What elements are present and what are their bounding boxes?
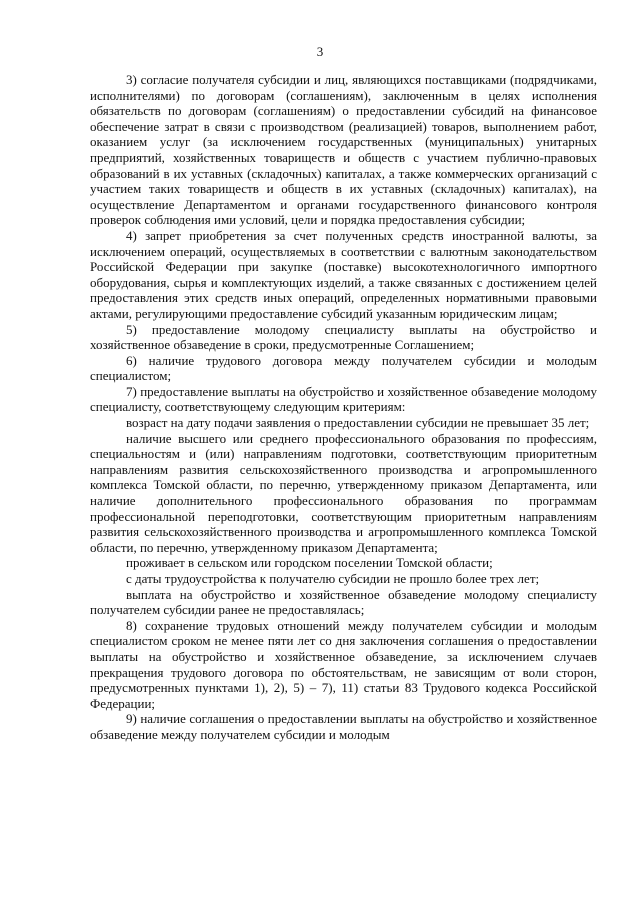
criterion-no-prior-payment: выплата на обустройство и хозяйственное обзаведение молодому специалисту получателем субсидии ранее не предоставлялась;	[90, 586, 597, 618]
paragraph-item-9: 9) наличие соглашения о предоставлении выплаты на обустройство и хозяйственное обзаведение между получателем субсидии и молодым	[90, 711, 597, 742]
paragraph-item-3: 3) согласие получателя субсидии и лиц, являющихся поставщиками (подрядчиками, исполнителями) по договорам (соглашениям), заключенным в целях исполнения обязательств по договорам (соглашениям) о предоставлении субсидий на финансовое обеспечение затрат в связи с производством (реализацией) товаров, выполнением работ, оказанием услуг (за исключением государственных (муниципальных) унитарных предприятий, хозяйственных товариществ и обществ с участием публично-правовых образований в их уставных (складочных) капиталах, а также коммерческих организаций с участием таких товариществ и обществ в их уставных (складочных) капиталах), на осуществление Департаментом и органами государственного финансового контроля проверок соблюдения ими условий, цели и порядка предоставления субсидии;	[90, 72, 597, 228]
paragraph-item-4: 4) запрет приобретения за счет полученных средств иностранной валюты, за исключением операций, осуществляемых в соответствии с валютным законодательством Российской Федерации при закупке (поставке) высокотехнологичного импортного оборудования, сырья и комплектующих изделий, а также связанных с достижением целей предоставления этих средств иных операций, определенных нормативными правовыми актами, регулирующими предоставление субсидий указанным юридическим лицам;	[90, 227, 597, 321]
paragraph-item-8: 8) сохранение трудовых отношений между получателем субсидии и молодым специалистом сроком не менее пяти лет со дня заключения соглашения о предоставлении выплаты на обустройство и хозяйственное обзаведение, за исключением случаев прекращения трудового договора по обстоятельствам, не зависящим от воли сторон, предусмотренных пунктами 1), 2), 5) – 7), 11) статьи 83 Трудового кодекса Российской Федерации;	[90, 617, 597, 711]
criterion-employment-term: с даты трудоустройства к получателю субсидии не прошло более трех лет;	[126, 571, 540, 586]
paragraph-item-5: 5) предоставление молодому специалисту выплаты на обустройство и хозяйственное обзаведение в сроки, предусмотренные Соглашением;	[90, 321, 597, 353]
criterion-age: возраст на дату подачи заявления о предоставлении субсидии не превышает 35 лет;	[126, 415, 590, 431]
document-body	[90, 72, 597, 743]
criterion-education: наличие высшего или среднего профессионального образования по профессиям, специальностям и (или) направлениям подготовки, соответствующим приоритетным направлениям развития сельскохозяйственного производства и агропромышленного комплекса Томской области, по перечню, утвержденному приказом Департамента, или наличие дополнительного профессионального образования по программам профессиональной переподготовки, соответствующим приоритетным направлениям развития сельскохозяйственного производства и агропромышленного комплекса Томской области, по перечню, утвержденному приказом Департамента;	[90, 430, 597, 555]
page-number: 3	[316, 44, 324, 59]
paragraph-item-6: 6) наличие трудового договора между получателем субсидии и молодым специалистом;	[90, 352, 597, 384]
criterion-residence: проживает в сельском или городском поселении Томской области;	[126, 555, 493, 571]
paragraph-item-7: 7) предоставление выплаты на обустройство и хозяйственное обзаведение молодому специалисту, соответствующему следующим критериям:	[90, 383, 597, 415]
